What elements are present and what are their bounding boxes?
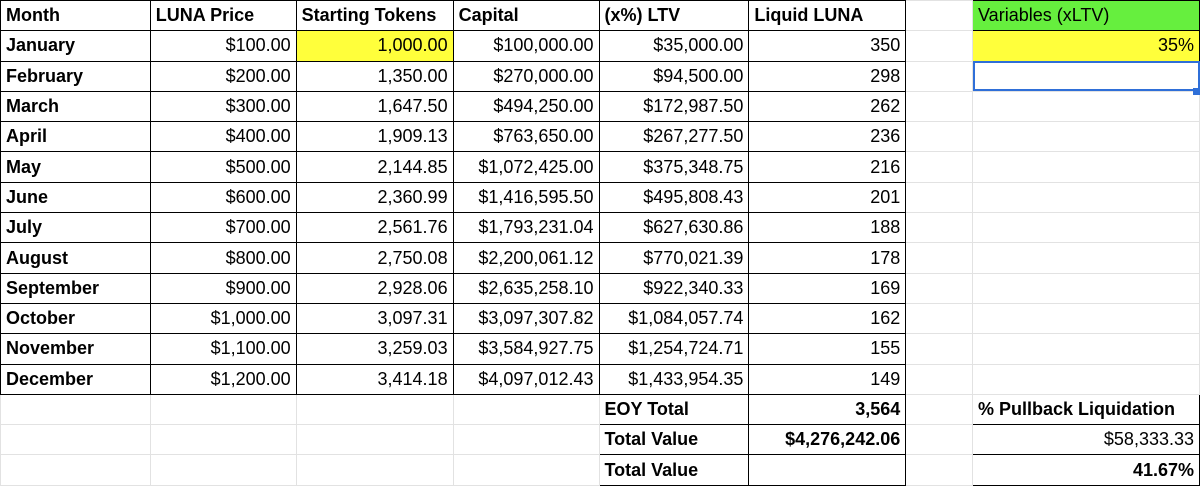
liquid-luna-cell[interactable]: 169 bbox=[749, 273, 906, 303]
capital-cell[interactable]: $2,200,061.12 bbox=[453, 243, 599, 273]
empty-cell[interactable] bbox=[906, 61, 973, 91]
capital-cell[interactable]: $3,097,307.82 bbox=[453, 303, 599, 333]
month-cell[interactable]: February bbox=[1, 61, 151, 91]
starting-tokens-cell[interactable]: 3,097.31 bbox=[296, 303, 453, 333]
month-cell[interactable]: April bbox=[1, 122, 151, 152]
empty-cell[interactable] bbox=[973, 364, 1200, 394]
summary-value[interactable]: 3,564 bbox=[749, 394, 906, 424]
empty-cell[interactable] bbox=[906, 122, 973, 152]
luna-price-cell[interactable]: $1,100.00 bbox=[150, 334, 296, 364]
ltv-cell[interactable]: $267,277.50 bbox=[599, 122, 749, 152]
liquid-luna-cell[interactable]: 188 bbox=[749, 213, 906, 243]
starting-tokens-cell[interactable]: 1,350.00 bbox=[296, 61, 453, 91]
ltv-cell[interactable]: $94,500.00 bbox=[599, 61, 749, 91]
luna-price-cell[interactable]: $400.00 bbox=[150, 122, 296, 152]
pullback-percent[interactable]: 41.67% bbox=[973, 455, 1200, 485]
empty-cell[interactable] bbox=[453, 455, 599, 485]
liquid-luna-cell[interactable]: 149 bbox=[749, 364, 906, 394]
empty-cell[interactable] bbox=[453, 425, 599, 455]
empty-cell[interactable] bbox=[973, 152, 1200, 182]
header-capital[interactable]: Capital bbox=[453, 1, 599, 31]
empty-cell[interactable] bbox=[906, 425, 973, 455]
header-starting-tokens[interactable]: Starting Tokens bbox=[296, 1, 453, 31]
ltv-cell[interactable]: $172,987.50 bbox=[599, 91, 749, 121]
luna-price-cell[interactable]: $100.00 bbox=[150, 31, 296, 61]
empty-cell[interactable] bbox=[296, 394, 453, 424]
capital-cell[interactable]: $2,635,258.10 bbox=[453, 273, 599, 303]
luna-price-cell[interactable]: $200.00 bbox=[150, 61, 296, 91]
empty-cell[interactable] bbox=[906, 334, 973, 364]
empty-cell[interactable] bbox=[906, 364, 973, 394]
empty-cell[interactable] bbox=[1, 394, 151, 424]
liquid-luna-cell[interactable]: 162 bbox=[749, 303, 906, 333]
empty-cell[interactable] bbox=[906, 213, 973, 243]
empty-cell[interactable] bbox=[150, 455, 296, 485]
selected-cell[interactable] bbox=[973, 61, 1200, 91]
liquid-luna-cell[interactable]: 216 bbox=[749, 152, 906, 182]
capital-cell[interactable]: $1,793,231.04 bbox=[453, 213, 599, 243]
summary-row bbox=[1, 455, 1200, 485]
ltv-cell[interactable]: $627,630.86 bbox=[599, 213, 749, 243]
table-row bbox=[1, 122, 1200, 152]
starting-tokens-cell[interactable]: 1,000.00 bbox=[296, 31, 453, 61]
table-row bbox=[1, 303, 1200, 333]
month-cell[interactable]: June bbox=[1, 182, 151, 212]
liquid-luna-cell[interactable]: 236 bbox=[749, 122, 906, 152]
month-cell[interactable]: March bbox=[1, 91, 151, 121]
capital-cell[interactable]: $270,000.00 bbox=[453, 61, 599, 91]
liquid-luna-cell[interactable]: 201 bbox=[749, 182, 906, 212]
capital-cell[interactable]: $1,416,595.50 bbox=[453, 182, 599, 212]
table-row bbox=[1, 364, 1200, 394]
table-row bbox=[1, 273, 1200, 303]
month-cell[interactable]: July bbox=[1, 213, 151, 243]
empty-cell[interactable] bbox=[973, 273, 1200, 303]
header-ltv[interactable]: (x%) LTV bbox=[599, 1, 749, 31]
empty-cell[interactable] bbox=[973, 334, 1200, 364]
starting-tokens-cell[interactable]: 2,360.99 bbox=[296, 182, 453, 212]
ltv-cell[interactable]: $770,021.39 bbox=[599, 243, 749, 273]
capital-cell[interactable]: $1,072,425.00 bbox=[453, 152, 599, 182]
capital-cell[interactable]: $3,584,927.75 bbox=[453, 334, 599, 364]
luna-price-cell[interactable]: $900.00 bbox=[150, 273, 296, 303]
empty-cell[interactable] bbox=[973, 243, 1200, 273]
empty-cell[interactable] bbox=[906, 303, 973, 333]
month-cell[interactable]: November bbox=[1, 334, 151, 364]
ltv-cell[interactable]: $922,340.33 bbox=[599, 273, 749, 303]
empty-cell[interactable] bbox=[906, 152, 973, 182]
luna-price-cell[interactable]: $600.00 bbox=[150, 182, 296, 212]
month-cell[interactable]: October bbox=[1, 303, 151, 333]
variables-header[interactable]: Variables (xLTV) bbox=[973, 1, 1200, 31]
summary-label[interactable]: Total Value bbox=[599, 455, 749, 485]
starting-tokens-cell[interactable]: 2,561.76 bbox=[296, 213, 453, 243]
ltv-cell[interactable]: $495,808.43 bbox=[599, 182, 749, 212]
starting-tokens-cell[interactable]: 1,909.13 bbox=[296, 122, 453, 152]
ltv-cell[interactable]: $375,348.75 bbox=[599, 152, 749, 182]
empty-cell[interactable] bbox=[906, 273, 973, 303]
summary-label[interactable]: EOY Total bbox=[599, 394, 749, 424]
empty-cell[interactable] bbox=[906, 182, 973, 212]
empty-cell[interactable] bbox=[1, 455, 151, 485]
capital-cell[interactable]: $494,250.00 bbox=[453, 91, 599, 121]
liquid-luna-cell[interactable]: 350 bbox=[749, 31, 906, 61]
empty-cell[interactable] bbox=[973, 122, 1200, 152]
empty-cell[interactable] bbox=[973, 182, 1200, 212]
luna-price-cell[interactable]: $1,200.00 bbox=[150, 364, 296, 394]
empty-cell[interactable] bbox=[296, 425, 453, 455]
summary-value[interactable]: $4,276,242.06 bbox=[749, 425, 906, 455]
empty-cell[interactable] bbox=[906, 394, 973, 424]
table-row bbox=[1, 152, 1200, 182]
table-row bbox=[1, 182, 1200, 212]
header-luna-price[interactable]: LUNA Price bbox=[150, 1, 296, 31]
empty-cell[interactable] bbox=[973, 91, 1200, 121]
empty-cell[interactable] bbox=[973, 213, 1200, 243]
luna-price-cell[interactable]: $1,000.00 bbox=[150, 303, 296, 333]
table-row bbox=[1, 91, 1200, 121]
empty-cell[interactable] bbox=[906, 1, 973, 31]
capital-cell[interactable]: $100,000.00 bbox=[453, 31, 599, 61]
empty-cell[interactable] bbox=[906, 91, 973, 121]
starting-tokens-cell[interactable]: 2,144.85 bbox=[296, 152, 453, 182]
table-row bbox=[1, 61, 1200, 91]
empty-cell[interactable] bbox=[150, 425, 296, 455]
table-row bbox=[1, 213, 1200, 243]
table-row bbox=[1, 31, 1200, 61]
empty-cell[interactable] bbox=[906, 243, 973, 273]
month-cell[interactable]: May bbox=[1, 152, 151, 182]
empty-cell[interactable] bbox=[973, 303, 1200, 333]
xltv-value-cell[interactable]: 35% bbox=[973, 31, 1200, 61]
capital-cell[interactable]: $4,097,012.43 bbox=[453, 364, 599, 394]
empty-cell[interactable] bbox=[906, 455, 973, 485]
empty-cell[interactable] bbox=[906, 31, 973, 61]
luna-price-cell[interactable]: $700.00 bbox=[150, 213, 296, 243]
summary-value[interactable] bbox=[749, 455, 906, 485]
luna-price-cell[interactable]: $500.00 bbox=[150, 152, 296, 182]
ltv-cell[interactable]: $1,433,954.35 bbox=[599, 364, 749, 394]
summary-label[interactable]: Total Value bbox=[599, 425, 749, 455]
summary-row bbox=[1, 425, 1200, 455]
empty-cell[interactable] bbox=[1, 425, 151, 455]
luna-price-cell[interactable]: $300.00 bbox=[150, 91, 296, 121]
summary-row bbox=[1, 394, 1200, 424]
header-liquid-luna[interactable]: Liquid LUNA bbox=[749, 1, 906, 31]
month-cell[interactable]: September bbox=[1, 273, 151, 303]
ltv-cell[interactable]: $1,254,724.71 bbox=[599, 334, 749, 364]
pullback-header[interactable]: % Pullback Liquidation bbox=[973, 394, 1200, 424]
starting-tokens-cell[interactable]: 3,414.18 bbox=[296, 364, 453, 394]
header-row bbox=[1, 1, 1200, 31]
ltv-cell[interactable]: $1,084,057.74 bbox=[599, 303, 749, 333]
fill-handle[interactable] bbox=[1193, 88, 1200, 95]
liquid-luna-cell[interactable]: 178 bbox=[749, 243, 906, 273]
starting-tokens-cell[interactable]: 1,647.50 bbox=[296, 91, 453, 121]
month-cell[interactable]: December bbox=[1, 364, 151, 394]
header-month[interactable]: Month bbox=[1, 1, 151, 31]
liquid-luna-cell[interactable]: 155 bbox=[749, 334, 906, 364]
month-cell[interactable]: August bbox=[1, 243, 151, 273]
table-row bbox=[1, 334, 1200, 364]
starting-tokens-cell[interactable]: 3,259.03 bbox=[296, 334, 453, 364]
empty-cell[interactable] bbox=[150, 394, 296, 424]
month-cell[interactable]: January bbox=[1, 31, 151, 61]
empty-cell[interactable] bbox=[296, 455, 453, 485]
starting-tokens-cell[interactable]: 2,750.08 bbox=[296, 243, 453, 273]
pullback-amount[interactable]: $58,333.33 bbox=[973, 425, 1200, 455]
starting-tokens-cell[interactable]: 2,928.06 bbox=[296, 273, 453, 303]
empty-cell[interactable] bbox=[453, 394, 599, 424]
liquid-luna-cell[interactable]: 262 bbox=[749, 91, 906, 121]
capital-cell[interactable]: $763,650.00 bbox=[453, 122, 599, 152]
table-row bbox=[1, 243, 1200, 273]
liquid-luna-cell[interactable]: 298 bbox=[749, 61, 906, 91]
luna-price-cell[interactable]: $800.00 bbox=[150, 243, 296, 273]
ltv-cell[interactable]: $35,000.00 bbox=[599, 31, 749, 61]
